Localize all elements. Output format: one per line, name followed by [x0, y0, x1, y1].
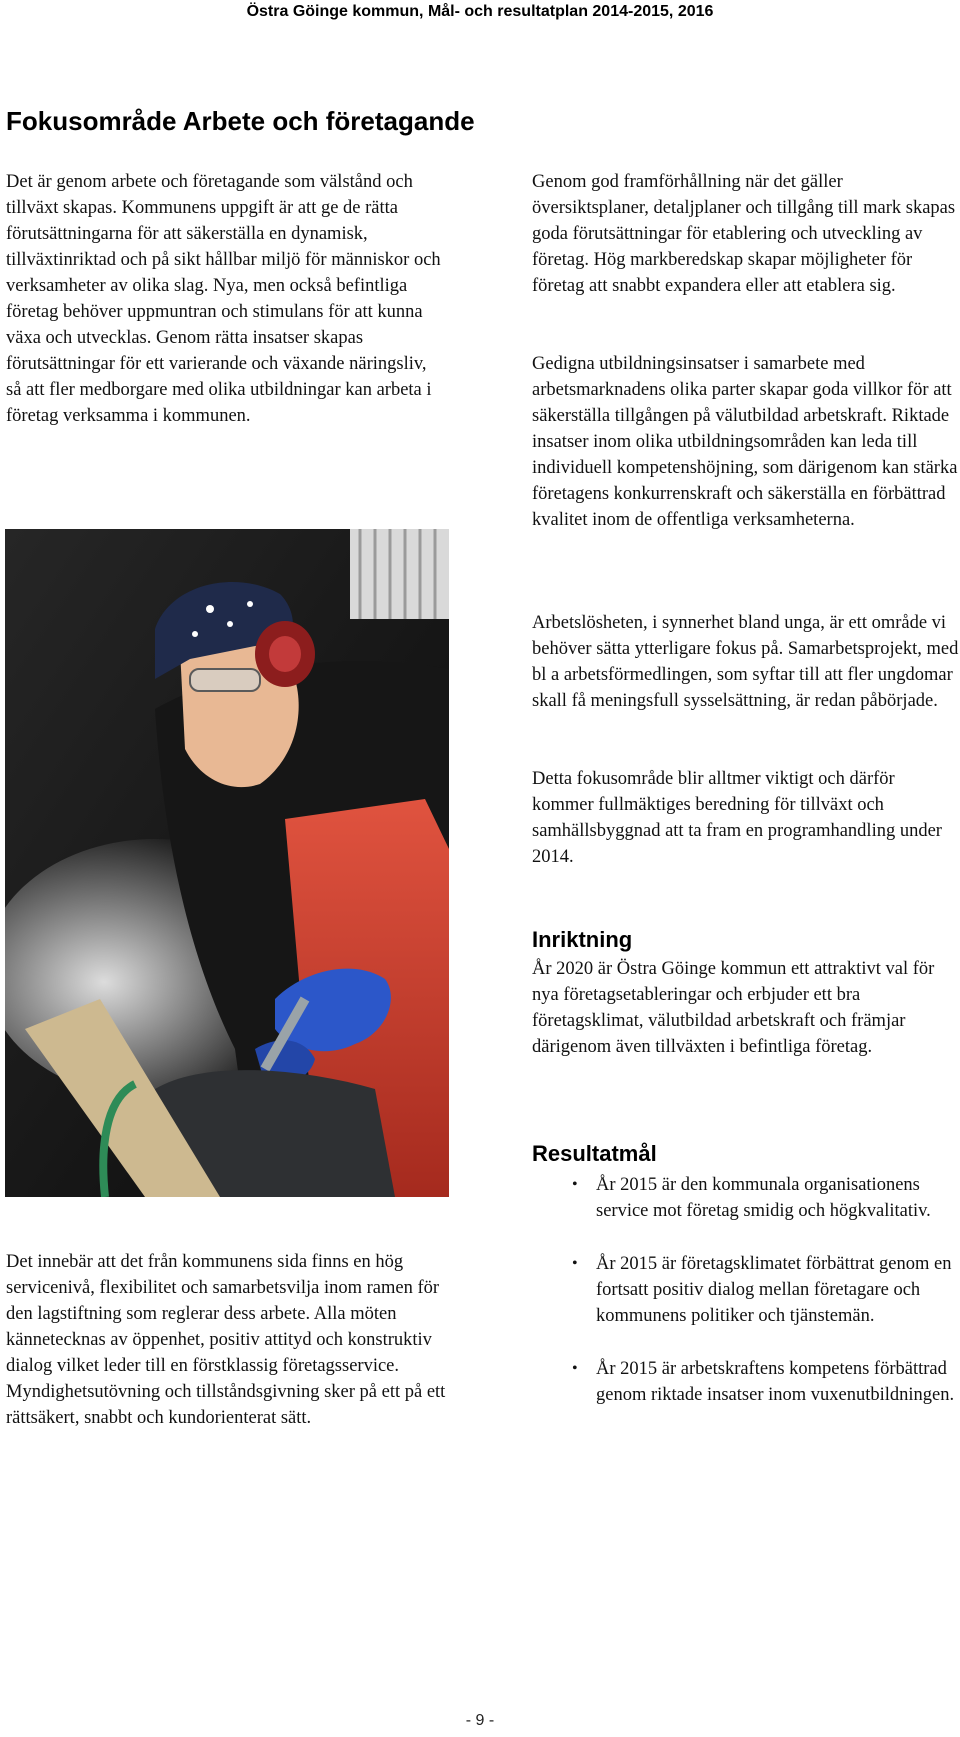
list-item: [532, 1172, 960, 1224]
education-text: Gedigna utbildningsinsatser i samarbete med arbetsmarknadens olika parter skapar goda villkor för att säkerställa tillgången på välutbildad arbetskraft. Riktade insatser inom olika utbildningsområden kan leda till individuell kompetenshöjning, som därigenom kan stärka företagens konkurrenskraft och säkerställa en förbättrad kvalitet inom de offentliga verksamheterna.: [532, 354, 958, 530]
welder-illustration: [5, 529, 449, 1197]
unemployment-paragraph: [532, 610, 960, 714]
goal-text: År 2015 är den kommunala organisationens service mot företag smidig och högkvalitativ.: [596, 1175, 931, 1221]
resultatmal-list: [532, 1172, 960, 1435]
unemployment-text: Arbetslösheten, i synnerhet bland unga, är ett område vi behöver sätta ytterligare fokus på. Samarbetsprojekt, med bl a arbetsförmedlingen, som syftar till att fler ungdomar skall få meningsfull sysselsättning, är redan påbörjade.: [532, 613, 959, 711]
goal-text: År 2015 är arbetskraftens kompetens förbättrad genom riktade insatser inom vuxenutbildningen.: [596, 1359, 955, 1405]
corrugated-panel: [350, 529, 449, 619]
goal-text: År 2015 är företagsklimatet förbättrat genom en fortsatt positiv dialog mellan företagare och kommunens politiker och tjänstemän.: [596, 1254, 952, 1326]
left-column-intro: [6, 169, 446, 429]
service-paragraph: Det innebär att det från kommunens sida finns en hög servicenivå, flexibilitet och samarbetsvilja inom ramen för den lagstiftning som reglerar dess arbete. Alla möten kännetecknas av öppenhet, positiv attityd och konstruktiv dialog vilket leder till en förstklassig företagsservice. Myndighetsutövning och tillståndsgivning sker på ett på ett rättsäkert, snabbt och kundorienterat sätt.: [6, 1252, 446, 1428]
program-paragraph: [532, 766, 960, 870]
inriktning-text: År 2020 är Östra Göinge kommun ett attraktivt val för nya företagsetableringar och erbjuder ett bra företagsklimat, välutbildad arbetskraft och främjar därigenom även tillväxten i befintliga företag.: [532, 959, 935, 1057]
resultatmal-heading: Resultatmål: [532, 1141, 657, 1166]
bullet-icon: •: [572, 1176, 578, 1193]
bullet-icon: •: [572, 1360, 578, 1377]
inriktning-heading: Inriktning: [532, 927, 633, 952]
list-item: [532, 1356, 960, 1408]
inriktning-section: [532, 956, 960, 1060]
worker-photo: [5, 529, 449, 1197]
bullet-icon: •: [572, 1255, 578, 1272]
program-text: Detta fokusområde blir alltmer viktigt och därför kommer fullmäktiges beredning för tillväxt och samhällsbyggnad att ta fram en programhandling under 2014.: [532, 769, 942, 867]
intro-paragraph: Det är genom arbete och företagande som välstånd och tillväxt skapas. Kommunens uppgift är att ge de rätta förutsättningarna för att säkerställa en dynamisk, tillväxtinriktad och på sikt hållbar miljö för människor och verksamheter av olika slag. Nya, men också befintliga företag behöver uppmuntran och stimulans för att kunna växa och utvecklas. Genom rätta insatser skapas förutsättningar för ett varierande och växande näringsliv, så att fler medborgare med olika utbildningar kan arbeta i företag verksamma i kommunen.: [6, 172, 441, 426]
page-number: - 9 -: [465, 1712, 495, 1729]
planning-text: Genom god framförhållning när det gäller översiktsplaner, detaljplaner och tillgång till mark skapas goda förutsättningar för etablering och utveckling av företag. Hög markberedskap skapar möjligheter för företag att snabbt expandera eller att etablera sig.: [532, 172, 956, 296]
list-item: [532, 1251, 960, 1329]
education-paragraph: [532, 351, 960, 533]
page-title: Fokusområde Arbete och företagande: [6, 106, 475, 136]
planning-paragraph: [532, 169, 960, 299]
running-header: Östra Göinge kommun, Mål- och resultatplan 2014-2015, 2016: [246, 3, 714, 20]
safety-glasses: [190, 669, 260, 691]
left-column-service: [6, 1249, 446, 1431]
